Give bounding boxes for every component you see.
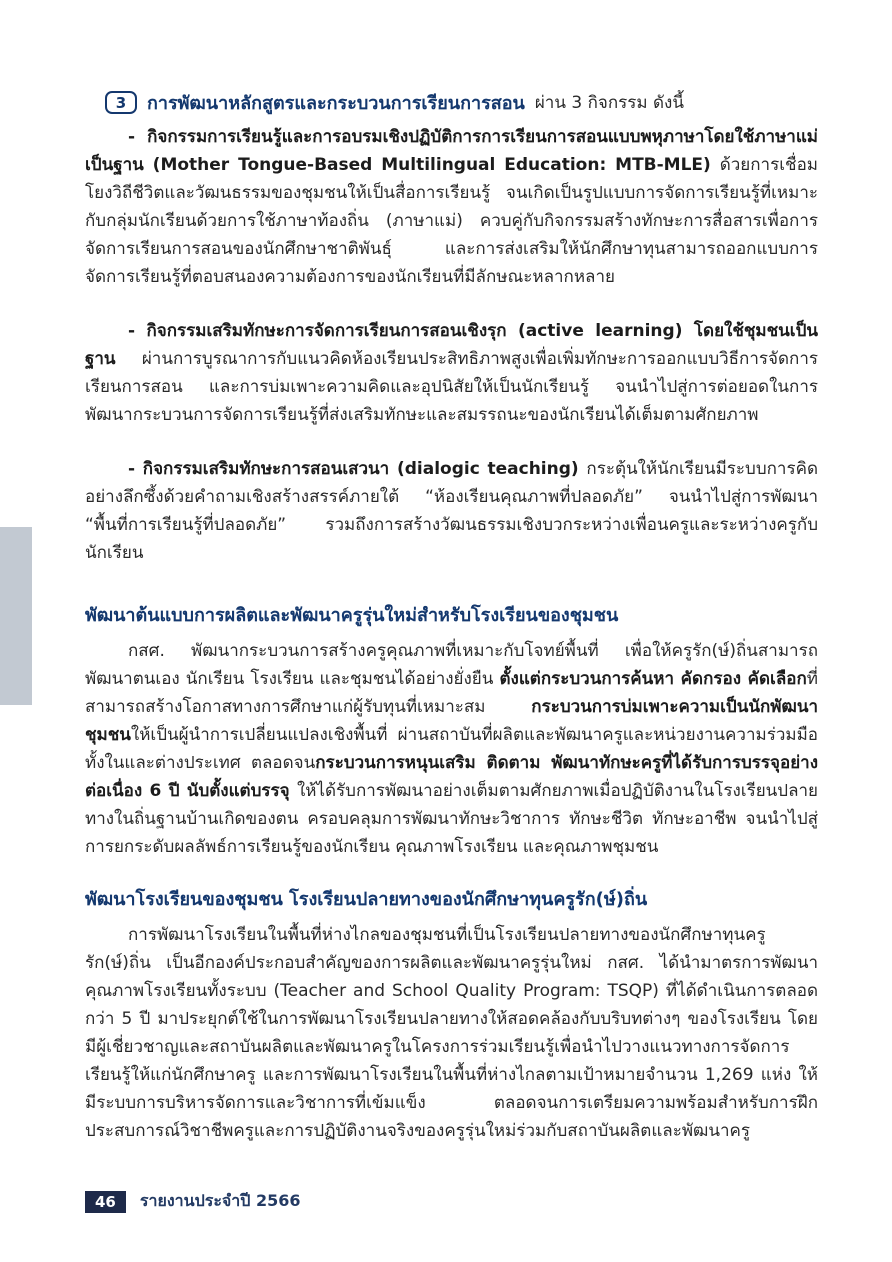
section-paragraph-teacher-development: กสศ. พัฒนากระบวนการสร้างครูคุณภาพที่เหมาะกับโจทย์พื้นที่ เพื่อให้ครูรัก(ษ์)ถิ่นสามารถพัฒนาตนเอง นักเรียน โรงเรียน และชุมชนได้อย่างยั่งยืน ตั้งแต่กระบวนการค้นหา คัดกรอง คัดเลือกที่สามารถสร้างโอกาสทางการศึกษาแก่ผู้รับทุนที่เหมาะสม กระบวนการบ่มเพาะความเป็นนักพัฒนาชุมชนให้เป็นผู้นำการเปลี่ยนแปลงเชิงพื้นที่ ผ่านสถาบันที่ผลิตและพัฒนาครูและหน่วยงานความร่วมมือทั้งในและต่างประเทศ ตลอดจนกระบวนการหนุนเสริม ติดตาม พัฒนาทักษะครูที่ได้รับการบรรจุอย่างต่อเนื่อง 6 ปี นับตั้งแต่บรรจุ ให้ได้รับการพัฒนาอย่างเต็มตามศักยภาพเมื่อปฏิบัติงานในโรงเรียนปลายทางในถิ่นฐานบ้านเกิดของตน ครอบคลุมการพัฒนาทักษะวิชาการ ทักษะชีวิต ทักษะอาชีพ จนนำไปสู่การยกระดับผลลัพธ์การเรียนรู้ของนักเรียน คุณภาพโรงเรียน และคุณภาพชุมชน [85, 641, 818, 857]
page-number-badge: 46 [85, 1191, 126, 1213]
item3-number-badge: 3 [105, 91, 137, 114]
bullet-paragraph-dialogic-teaching: - กิจกรรมเสริมทักษะการสอนเสวนา (dialogic teaching) กระตุ้นให้นักเรียนมีระบบการคิดอย่างลึกซึ้งด้วยคำถามเชิงสร้างสรรค์ภายใต้ “ห้องเรียนคุณภาพที่ปลอดภัย” จนนำไปสู่การพัฒนา “พื้นที่การเรียนรู้ที่ปลอดภัย” รวมถึงการสร้างวัฒนธรรมเชิงบวกระหว่างเพื่อนครูและระหว่างครูกับนักเรียน [85, 459, 818, 563]
item3-title: การพัฒนาหลักสูตรและกระบวนการเรียนการสอน [147, 93, 525, 114]
bullet-paragraph-mtb-mle: - กิจกรรมการเรียนรู้และการอบรมเชิงปฏิบัติการการเรียนการสอนแบบพหุภาษาโดยใช้ภาษาแม่เป็นฐาน (Mother Tongue-Based Multilingual Education: MTB-MLE) ด้วยการเชื่อมโยงวิถีชีวิตและวัฒนธรรมของชุมชนให้เป็นสื่อการเรียนรู้ จนเกิดเป็นรูปแบบการจัดการเรียนรู้ที่เหมาะกับกลุ่มนักเรียนด้วยการใช้ภาษาท้องถิ่น (ภาษาแม่) ควบคู่กับกิจกรรมสร้างทักษะการสื่อสารเพื่อการจัดการเรียนการสอนของนักศึกษาชาติพันธุ์ และการส่งเสริมให้นักศึกษาทุนสามารถออกแบบการจัดการเรียนรู้ที่ตอบสนองความต้องการของนักเรียนที่มีลักษณะหลากหลาย [85, 127, 818, 287]
bullet-paragraph-active-learning: - กิจกรรมเสริมทักษะการจัดการเรียนการสอนเชิงรุก (active learning) โดยใช้ชุมชนเป็นฐาน ผ่านการบูรณาการกับแนวคิดห้องเรียนประสิทธิภาพสูงเพื่อเพิ่มทักษะการออกแบบวิธีการจัดการเรียนการสอน และการบ่มเพาะความคิดและอุปนิสัยให้เป็นนักเรียนรู้ จนนำไปสู่การต่อยอดในการพัฒนากระบวนการจัดการเรียนรู้ที่ส่งเสริมทักษะและสมรรถนะของนักเรียนได้เต็มตามศักยภาพ [85, 321, 818, 425]
section-heading-teacher-development: พัฒนาต้นแบบการผลิตและพัฒนาครูรุ่นใหม่สำหรับโรงเรียนของชุมชน [85, 605, 619, 626]
footer-report-title: รายงานประจำปี 2566 [139, 1191, 301, 1210]
item3-heading [105, 88, 818, 117]
page-edge-tab [0, 527, 32, 705]
section-heading-community-school: พัฒนาโรงเรียนของชุมชน โรงเรียนปลายทางของนักศึกษาทุนครูรัก(ษ์)ถิ่น [85, 889, 648, 910]
page-content [85, 88, 818, 1171]
page-footer [85, 1189, 301, 1214]
section-paragraph-community-school: การพัฒนาโรงเรียนในพื้นที่ห่างไกลของชุมชนที่เป็นโรงเรียนปลายทางของนักศึกษาทุนครูรัก(ษ์)ถิ่น เป็นอีกองค์ประกอบสำคัญของการผลิตและพัฒนาครูรุ่นใหม่ กสศ. ได้นำมาตรการพัฒนาคุณภาพโรงเรียนทั้งระบบ (Teacher and School Quality Program: TSQP) ที่ได้ดำเนินการตลอดกว่า 5 ปี มาประยุกต์ใช้ในการพัฒนาโรงเรียนปลายทางให้สอดคล้องกับบริบทต่างๆ ของโรงเรียน โดยมีผู้เชี่ยวชาญและสถาบันผลิตและพัฒนาครูในโครงการร่วมเรียนรู้เพื่อนำไปวางแนวทางการจัดการเรียนรู้ให้แก่นักศึกษาครู และการพัฒนาโรงเรียนในพื้นที่ห่างไกลตามเป้าหมายจำนวน 1,269 แห่ง ให้มีระบบการบริหารจัดการและวิชาการที่เข้มแข็ง ตลอดจนการเตรียมความพร้อมสำหรับการฝึกประสบการณ์วิชาชีพครูและการปฏิบัติงานจริงของครูรุ่นใหม่ร่วมกับสถาบันผลิตและพัฒนาครู [85, 925, 818, 1141]
item3-title-suffix: ผ่าน 3 กิจกรรม ดังนี้ [534, 93, 684, 113]
